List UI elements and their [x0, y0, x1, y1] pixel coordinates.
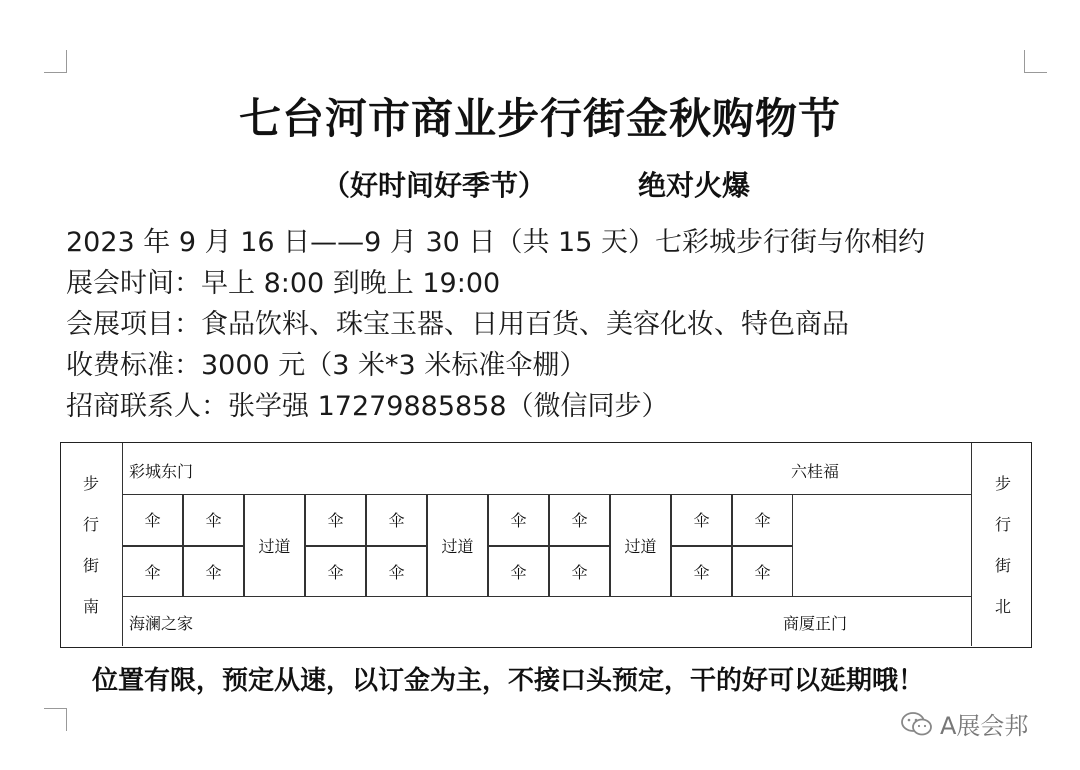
- aisle-label: 过道: [258, 537, 291, 556]
- umbrella-label: 伞: [693, 562, 710, 582]
- north-label-char: 步: [994, 474, 1011, 493]
- south-label-char: 步: [82, 474, 99, 493]
- info-line-fee: 收费标准：3000 元（3 米*3 米标准伞棚）: [66, 350, 587, 381]
- street-layout-map: [60, 442, 1032, 648]
- umbrella-label: 伞: [144, 562, 161, 582]
- umbrella-label: 伞: [693, 511, 710, 530]
- store-label-hailan-home: 海澜之家: [129, 614, 194, 633]
- umbrella-label: 伞: [510, 562, 527, 582]
- umbrella-label: 伞: [571, 511, 588, 530]
- umbrella-label: 伞: [571, 562, 588, 582]
- crop-mark-top-right: [1024, 50, 1047, 73]
- aisle-label: 过道: [624, 537, 657, 556]
- store-label-liuguifu: 六桂福: [791, 462, 840, 481]
- store-label-caicheng-east-gate: 彩城东门: [129, 462, 194, 481]
- info-line-hours: 展会时间：早上 8:00 到晚上 19:00: [66, 268, 501, 299]
- watermark-text: A展会邦: [940, 712, 1029, 740]
- info-line-categories: 会展项目：食品饮料、珠宝玉器、日用百货、美容化妆、特色商品: [66, 309, 849, 340]
- umbrella-label: 伞: [388, 562, 405, 582]
- page-title: 七台河市商业步行街金秋购物节: [238, 94, 841, 143]
- umbrella-label: 伞: [510, 511, 527, 530]
- umbrella-label: 伞: [144, 511, 161, 530]
- watermark: [900, 706, 1028, 741]
- footer-notice: 位置有限，预定从速，以订金为主，不接口头预定，干的好可以延期哦！: [92, 666, 925, 696]
- umbrella-label: 伞: [388, 511, 405, 530]
- south-label-char: 行: [82, 515, 99, 534]
- south-label-char: 街: [82, 556, 99, 575]
- crop-mark-top-left: [44, 50, 67, 73]
- subtitle-tag: 绝对火爆: [638, 169, 751, 202]
- info-line-dates: 2023 年 9 月 16 日——9 月 30 日（共 15 天）七彩城步行街与你相约: [66, 227, 925, 258]
- wechat-icon: [900, 711, 934, 737]
- subtitle: （好时间好季节）: [322, 169, 547, 202]
- south-label-char: 南: [82, 597, 99, 616]
- info-line-contact: 招商联系人：张学强 17279885858（微信同步）: [66, 391, 669, 422]
- umbrella-label: 伞: [205, 562, 222, 582]
- north-label-char: 行: [994, 515, 1011, 534]
- store-label-mall-main-gate: 商厦正门: [783, 614, 848, 633]
- north-label-char: 街: [994, 556, 1011, 575]
- umbrella-label: 伞: [205, 511, 222, 530]
- umbrella-label: 伞: [754, 511, 771, 530]
- crop-mark-bottom-left: [44, 708, 67, 731]
- umbrella-label: 伞: [754, 562, 771, 582]
- north-label-char: 北: [994, 597, 1011, 616]
- aisle-label: 过道: [441, 537, 474, 556]
- umbrella-label: 伞: [327, 511, 344, 530]
- umbrella-label: 伞: [327, 562, 344, 582]
